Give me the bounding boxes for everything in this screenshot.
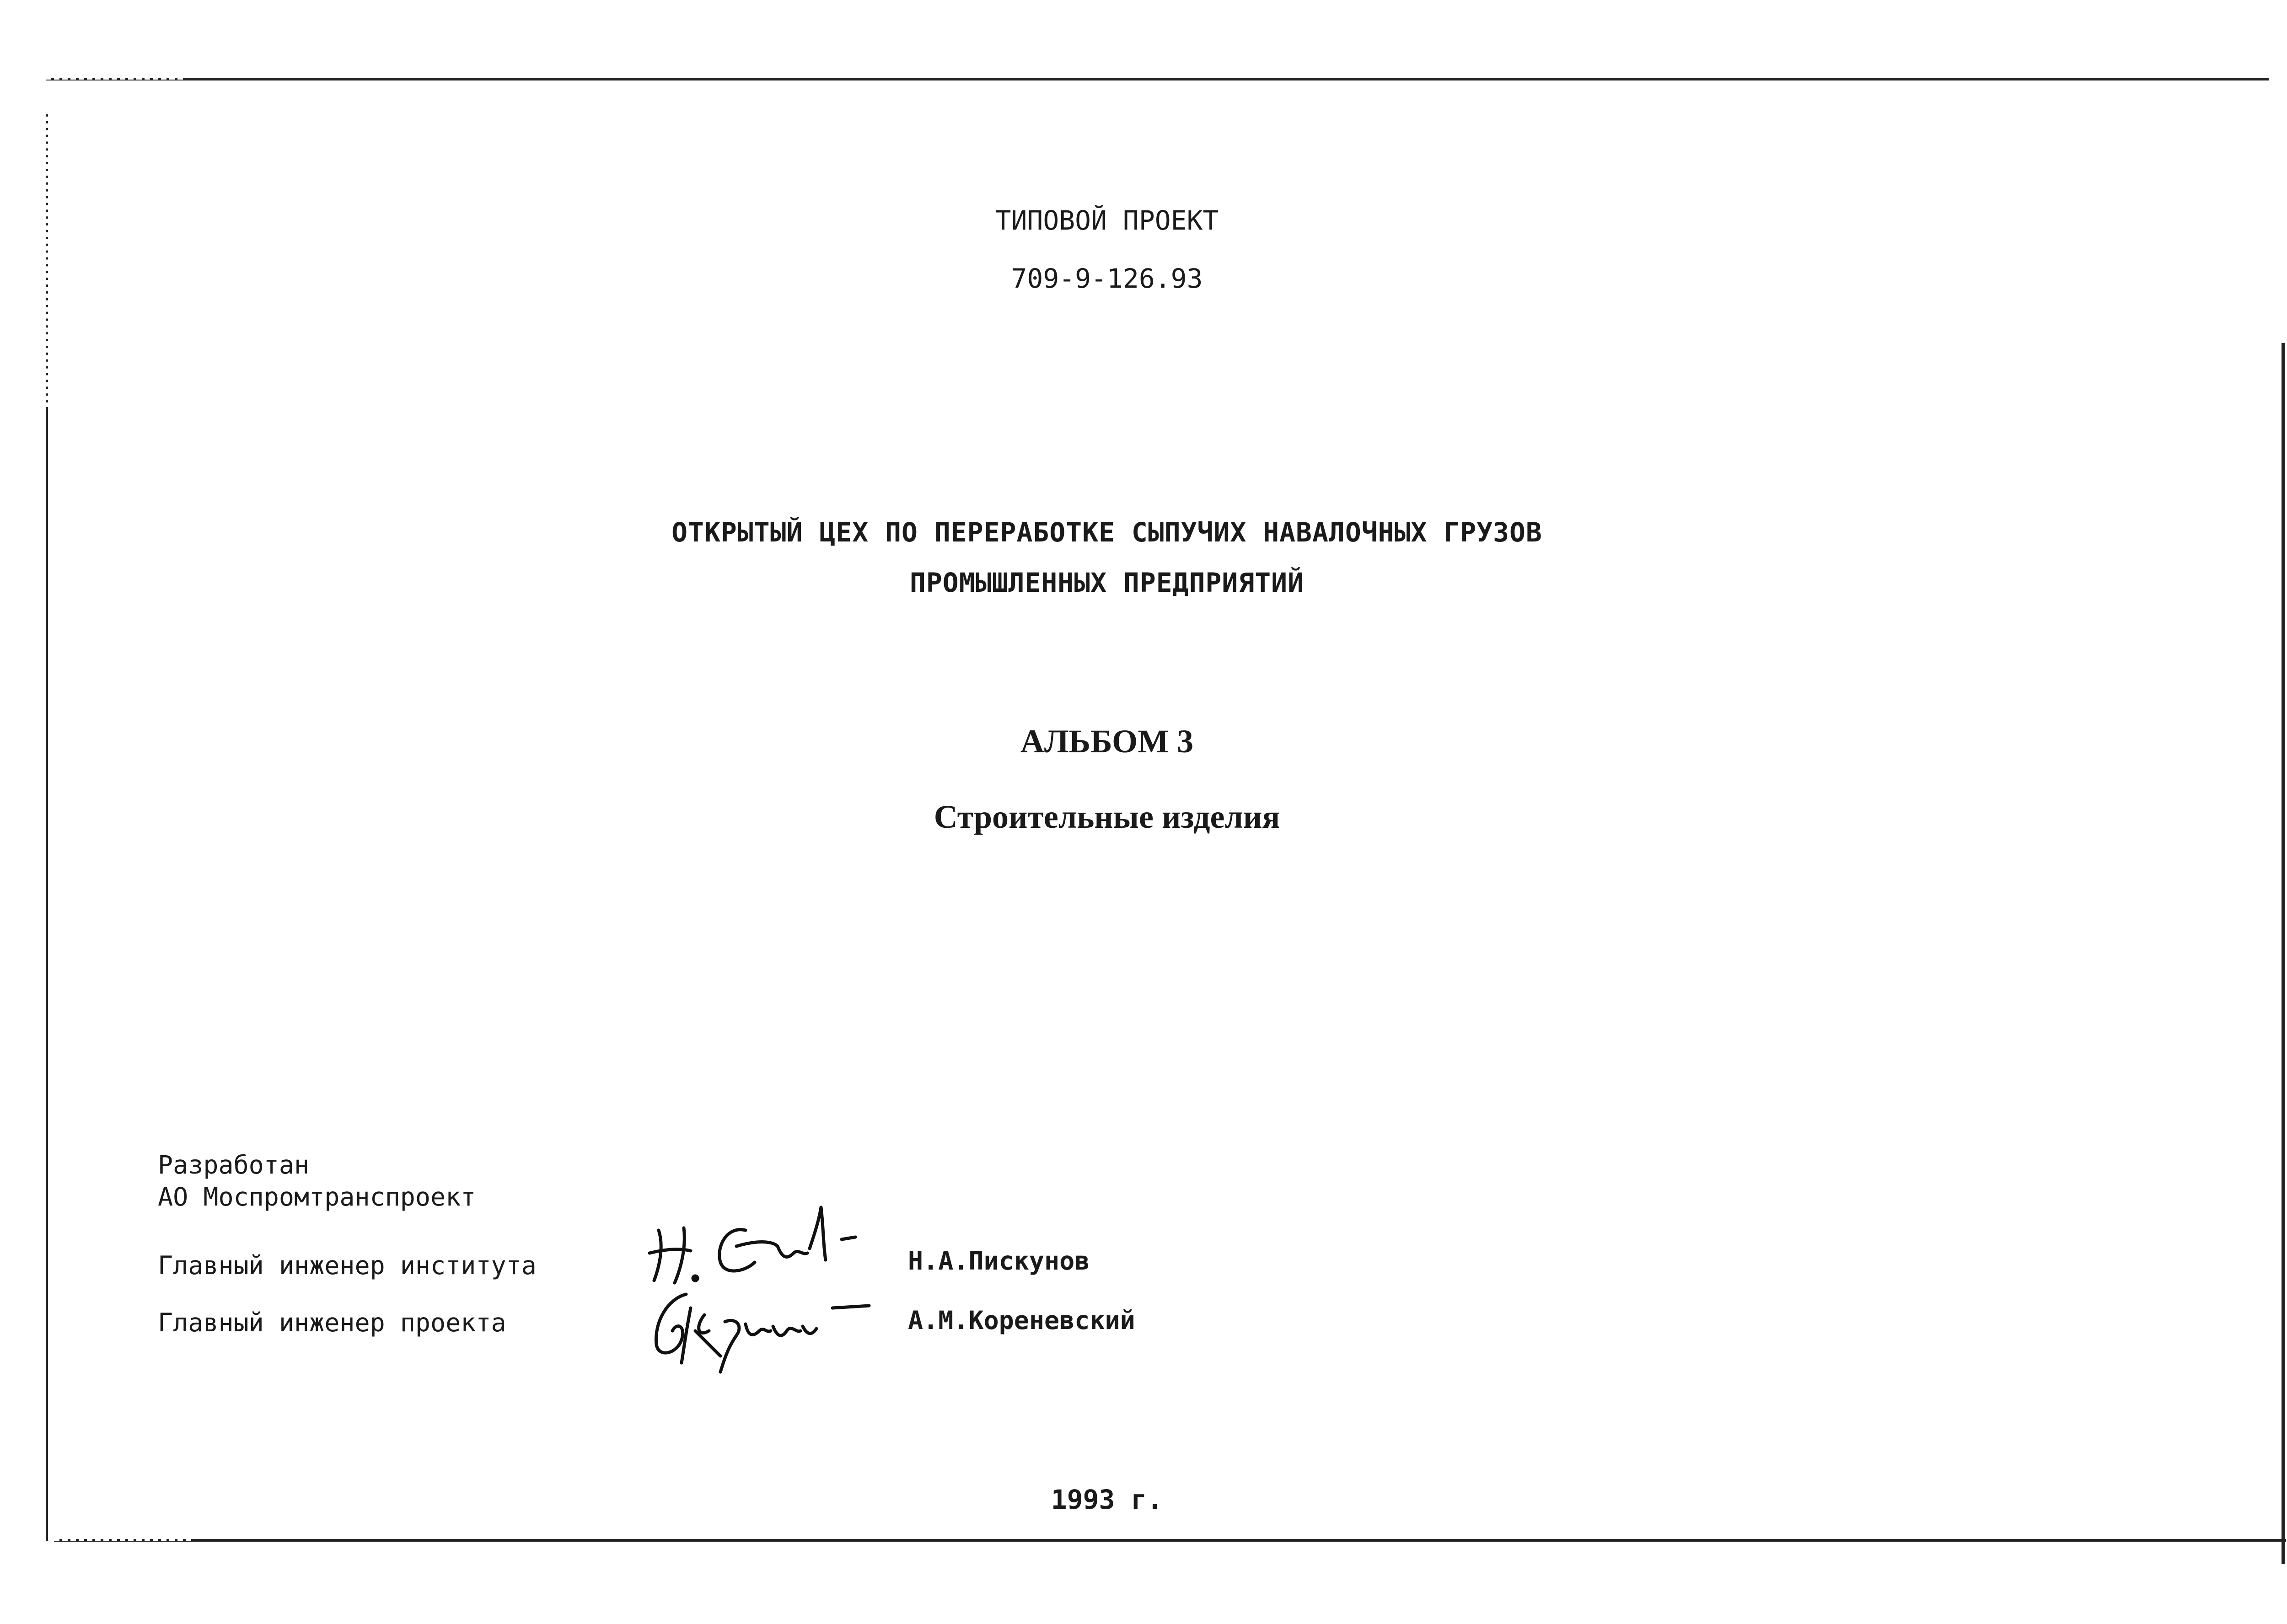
album-subtitle: Строительные изделия	[934, 799, 1280, 835]
person-piskunov: Н.А.Пискунов	[908, 1246, 1090, 1276]
frame-right-line	[2282, 343, 2285, 1564]
frame-top-line	[46, 78, 2269, 80]
organization-name: АО Моспромтранспроект	[158, 1182, 476, 1211]
frame-top-dash	[46, 77, 183, 80]
title-line-2: ПРОМЫШЛЕННЫХ ПРЕДПРИЯТИЙ	[909, 567, 1305, 598]
frame-left-dash	[46, 110, 48, 407]
album-heading: АЛЬБОМ 3	[1020, 723, 1194, 760]
project-code: 709-9-126.93	[1011, 263, 1203, 294]
signature-korenevsky	[640, 1281, 878, 1377]
developed-label: Разработан	[158, 1150, 310, 1179]
role-chief-engineer-institute: Главный инженер института	[158, 1251, 537, 1280]
frame-bottom-dash	[54, 1538, 191, 1541]
title-line-1: ОТКРЫТЫЙ ЦЕХ ПО ПЕРЕРАБОТКЕ СЫПУЧИХ НАВАЛОЧНЫХ ГРУЗОВ	[671, 517, 1542, 548]
frame-bottom-line	[54, 1539, 2286, 1542]
document-year: 1993 г.	[1051, 1484, 1163, 1515]
person-korenevsky: А.М.Кореневский	[908, 1306, 1135, 1335]
type-label: ТИПОВОЙ ПРОЕКТ	[995, 205, 1219, 236]
role-chief-engineer-project: Главный инженер проекта	[158, 1308, 506, 1337]
